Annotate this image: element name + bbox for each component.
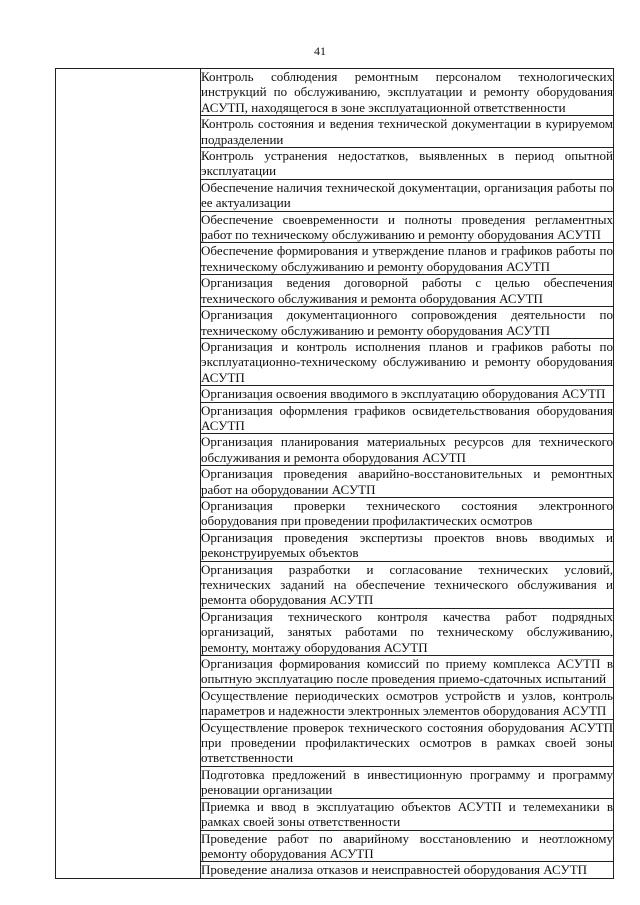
table-row-text: Обеспечение формирования и утверждение планов и графиков работы по техническому обслуживанию и ремонту оборудования АСУТП [201,243,613,274]
table-row-text: Организация проведения аварийно-восстановительных и ремонтных работ на оборудовании АСУТП [201,466,613,497]
table-row-text: Приемка и ввод в эксплуатацию объектов АСУТП и телемеханики в рамках своей зоны ответственности [201,798,613,830]
page-number: 41 [314,44,326,58]
table-row-text: Проведение анализа отказов и неисправностей оборудования АСУТП [201,862,614,878]
table-row-text: Контроль состояния и ведения технической документации в курируемом подразделении [201,116,613,147]
table-row [56,69,614,116]
duties-table [55,68,614,879]
table-row-text: Обеспечение наличия технической документации, организация работы по ее актуализации [201,179,613,211]
table-row-text: Организация технического контроля качества работ подрядных организаций, занятых работами по техническому обслуживанию, ремонту, монтажу оборудования АСУТП [201,608,613,655]
table-row-text: Контроль устранения недостатков, выявленных в период опытной эксплуатации [201,148,613,179]
table-left-cell [56,69,201,879]
table-row-text: Организация документационного сопровождения деятельности по техническому обслуживанию и ремонту оборудования АСУТП [201,307,613,338]
table-row-text: Проведение работ по аварийному восстановлению и неотложному ремонту оборудования АСУТП [201,830,613,861]
table-row-text: Организация планирования материальных ресурсов для технического обслуживания и ремонта оборудования АСУТП [201,434,613,465]
table-row-text: Обеспечение своевременности и полноты проведения регламентных работ по техническому обслуживанию и ремонту оборудования АСУТП [201,211,613,243]
duties-table-body [56,69,614,879]
table-row-text: Осуществление периодических осмотров устройств и узлов, контроль параметров и надежности электронных элементов оборудования АСУТП [201,687,613,719]
table-row-text: Организация разработки и согласование технических условий, технических заданий на обеспечение технического обслуживания и ремонта оборудования АСУТП [201,561,613,608]
table-row-text: Осуществление проверок технического состояния оборудования АСУТП при проведении профилактических осмотров в рамках своей зоны ответственности [201,719,613,766]
table-row-text: Организация освоения вводимого в эксплуатацию оборудования АСУТП [201,386,614,402]
table-row-text: Организация проведения экспертизы проектов вновь вводимых и реконструируемых объектов [201,529,613,561]
table-row-text: Организация и контроль исполнения планов и графиков работы по эксплуатационно-техническому обслуживанию и ремонту оборудования АСУТП [201,338,613,385]
table-row-text: Подготовка предложений в инвестиционную программу и программу реновации организации [201,766,613,798]
table-row-text: Контроль соблюдения ремонтным персоналом технологических инструкций по обслуживанию, эксплуатации и ремонту оборудования АСУТП, находящегося в зоне эксплуатационной ответственности [201,69,613,115]
table-row-text: Организация ведения договорной работы с целью обеспечения технического обслуживания и ремонта оборудования АСУТП [201,275,613,306]
table-row-text: Организация формирования комиссий по приему комплекса АСУТП в опытную эксплуатацию после проведения приемо-сдаточных испытаний [201,656,613,687]
table-row-text: Организация оформления графиков освидетельствования оборудования АСУТП [201,402,613,433]
table-row-text: Организация проверки технического состояния электронного оборудования при проведении профилактических осмотров [201,497,613,529]
